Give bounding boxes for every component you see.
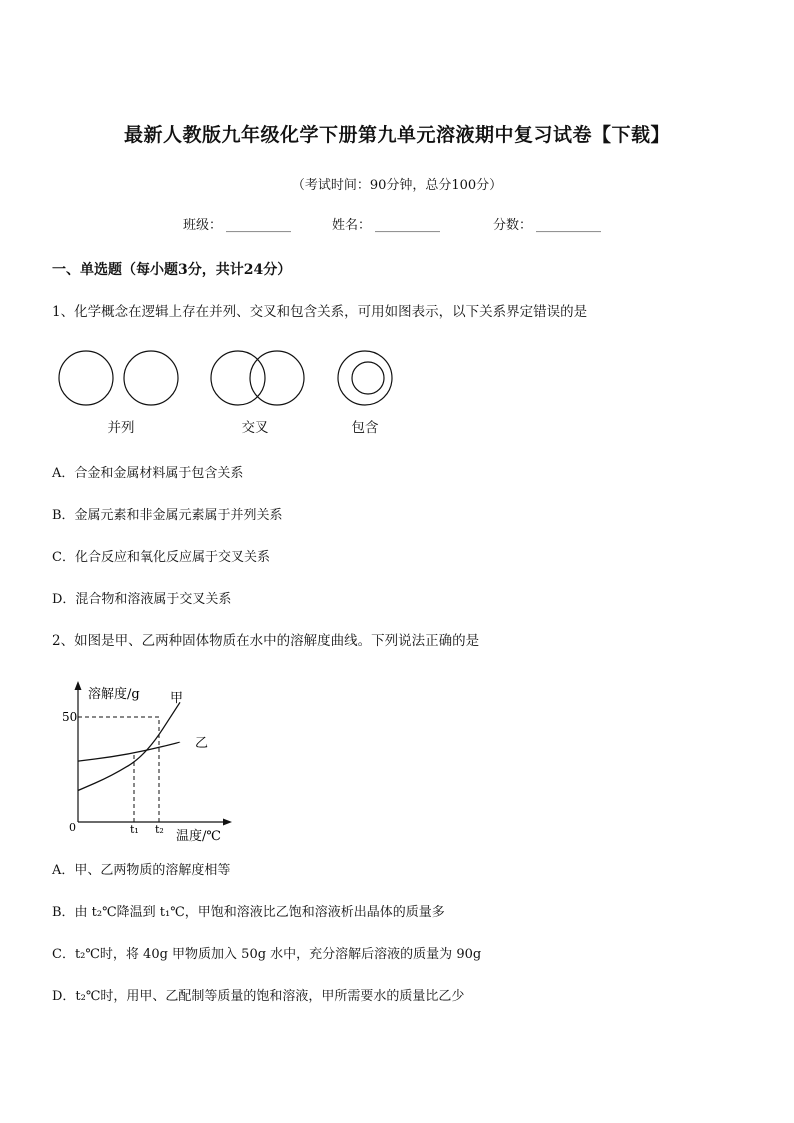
contain-circle-inner — [352, 362, 384, 394]
q2-option-b: B．由 t₂℃降温到 t₁℃，甲饱和溶液比乙饱和溶液析出晶体的质量多 — [52, 905, 445, 920]
name-label: 姓名： — [332, 218, 372, 233]
exam-info: （考试时间：90分钟，总分100分） — [291, 178, 503, 193]
q1-option-c: C．化合反应和氧化反应属于交叉关系 — [52, 550, 270, 565]
class-blank: __________ — [226, 218, 292, 233]
q2-option-c: C．t₂℃时，将 40g 甲物质加入 50g 水中，充分溶解后溶液的质量为 90g — [52, 947, 482, 962]
x-axis-arrow — [223, 819, 232, 826]
solubility-chart — [60, 678, 250, 846]
question-1-stem: 1、化学概念在逻辑上存在并列、交叉和包含关系，可用如图表示，以下关系界定错误的是 — [52, 304, 588, 320]
class-label: 班级： — [183, 218, 223, 233]
name-blank: __________ — [375, 218, 441, 233]
score-blank: __________ — [536, 218, 602, 233]
x-tick-t2: t₂ — [155, 823, 164, 836]
q2-option-d: D．t₂℃时，用甲、乙配制等质量的饱和溶液，甲所需要水的质量比乙少 — [52, 989, 465, 1004]
page-title: 最新人教版九年级化学下册第九单元溶液期中复习试卷【下载】 — [123, 124, 670, 146]
class-field — [183, 214, 295, 233]
label-contain: 包含 — [351, 420, 379, 436]
q1-option-b: B．金属元素和非金属元素属于并列关系 — [52, 508, 283, 523]
score-label: 分数： — [493, 218, 533, 233]
section-heading: 一、单选题（每小题3分，共计24分） — [52, 262, 292, 278]
origin-label: 0 — [69, 821, 76, 834]
x-tick-t1: t₁ — [130, 823, 139, 836]
question-2-stem: 2、如图是甲、乙两种固体物质在水中的溶解度曲线。下列说法正确的是 — [52, 633, 480, 649]
series-yi-label: 乙 — [195, 736, 209, 751]
y-axis-label: 溶解度/g — [88, 687, 140, 702]
x-axis-label: 温度/℃ — [176, 829, 221, 844]
series-yi-line — [78, 742, 180, 761]
intersect-circle-right — [250, 351, 304, 405]
label-intersect: 交叉 — [241, 420, 269, 436]
score-field — [493, 214, 605, 233]
q2-option-a: A．甲、乙两物质的溶解度相等 — [52, 863, 231, 878]
y-axis-arrow — [75, 681, 82, 690]
name-field — [332, 214, 444, 233]
relationship-diagram — [50, 345, 400, 415]
label-parallel: 并列 — [107, 420, 135, 436]
q1-option-d: D．混合物和溶液属于交叉关系 — [52, 592, 232, 607]
q1-option-a: A．合金和金属材料属于包含关系 — [52, 466, 244, 481]
series-jia-label: 甲 — [170, 691, 184, 706]
parallel-circle-left — [59, 351, 113, 405]
parallel-circle-right — [124, 351, 178, 405]
y-tick-label: 50 — [62, 710, 78, 724]
